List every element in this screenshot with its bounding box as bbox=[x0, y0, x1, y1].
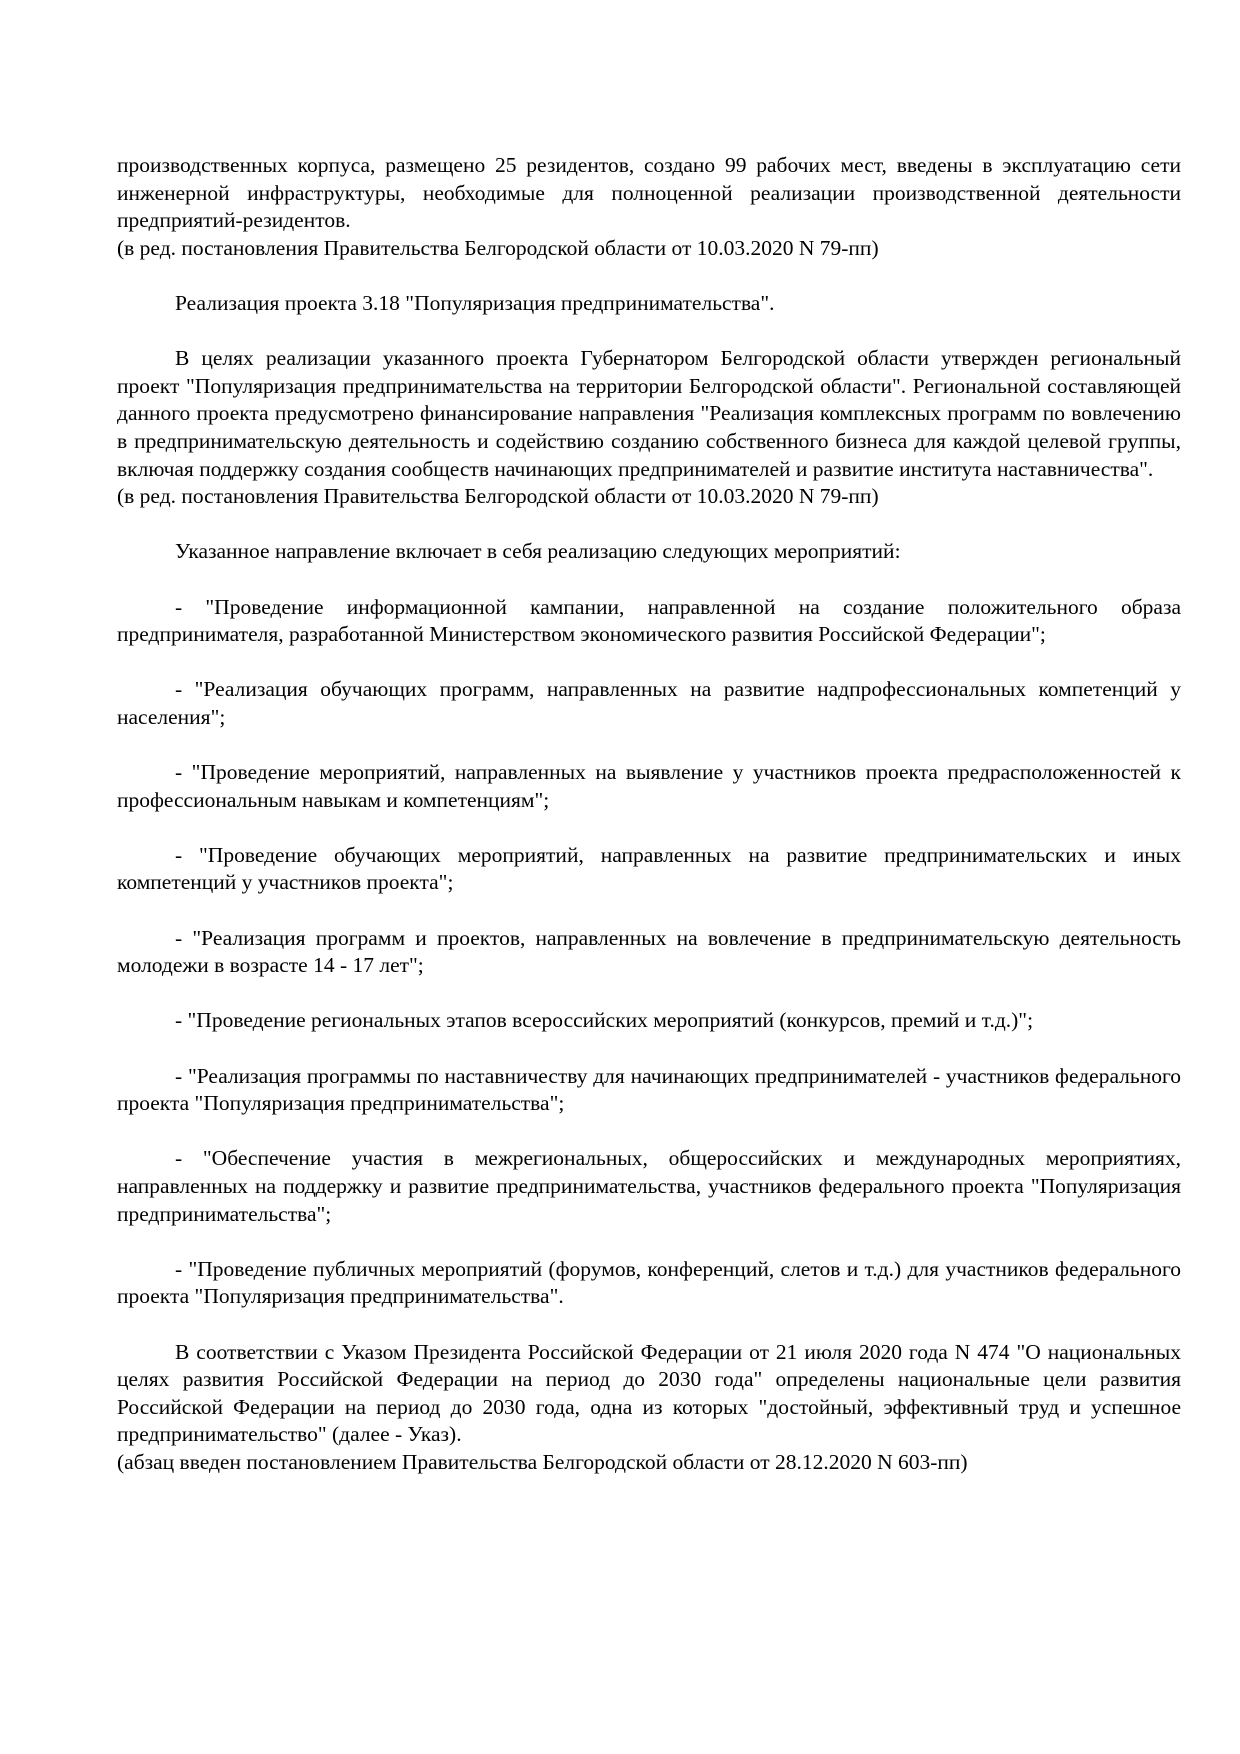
document-page bbox=[117, 152, 1181, 1477]
list-item: - "Проведение публичных мероприятий (форумов, конференций, слетов и т.д.) для участников федерального проекта "Популяризация предпринимательства". bbox=[117, 1256, 1181, 1309]
list-item: - "Проведение информационной кампании, направленной на создание положительного образа предпринимателя, разработанной Министерством экономического развития Российской Федерации"; bbox=[117, 594, 1181, 647]
list-item: - "Реализация обучающих программ, направленных на развитие надпрофессиональных компетенций у населения"; bbox=[117, 677, 1181, 729]
list-item: - "Реализация программы по наставничеству для начинающих предпринимателей - участников федерального проекта "Популяризация предпринимательства"; bbox=[117, 1063, 1181, 1116]
paragraph: В соответствии с Указом Президента Российской Федерации от 21 июля 2020 года N 474 "О национальных целях развития Российской Федерации на период до 2030 года" определены национальные цели развития Российской Федерации на период до 2030 года, одна из которых "достойный, эффективный труд и успешное предпринимательство" (далее - Указ). bbox=[117, 1339, 1181, 1447]
project-heading: Реализация проекта 3.18 "Популяризация предпринимательства". bbox=[175, 290, 775, 315]
amendment-note: (абзац введен постановлением Правительства Белгородской области от 28.12.2020 N 603-пп) bbox=[117, 1449, 968, 1474]
amendment-note: (в ред. постановления Правительства Белгородской области от 10.03.2020 N 79-пп) bbox=[117, 235, 879, 260]
paragraph-continuation: производственных корпуса, размещено 25 резидентов, создано 99 рабочих мест, введены в эксплуатацию сети инженерной инфраструктуры, необходимые для полноценной реализации производственной деятельности предприятий-резидентов. bbox=[117, 153, 1181, 233]
list-item: - "Проведение обучающих мероприятий, направленных на развитие предпринимательских и иных компетенций у участников проекта"; bbox=[117, 842, 1181, 895]
list-item: - "Обеспечение участия в межрегиональных, общероссийских и международных мероприятиях, направленных на поддержку и развитие предпринимательства, участников федерального проекта "Популяризация предпринимательства"; bbox=[117, 1146, 1181, 1226]
paragraph: В целях реализации указанного проекта Губернатором Белгородской области утвержден региональный проект "Популяризация предпринимательства на территории Белгородской области". Региональной составляющей данного проекта предусмотрено финансирование направления "Реализация комплексных программ по вовлечению в предпринимательскую деятельность и содействию созданию собственного бизнеса для каждой целевой группы, включая поддержку создания сообществ начинающих предпринимателей и развитие института наставничества". bbox=[117, 346, 1181, 481]
list-item: - "Проведение региональных этапов всероссийских мероприятий (конкурсов, премий и т.д.)"; bbox=[175, 1008, 1034, 1033]
list-item: - "Реализация программ и проектов, направленных на вовлечение в предпринимательскую деятельность молодежи в возрасте 14 - 17 лет"; bbox=[117, 925, 1181, 978]
amendment-note: (в ред. постановления Правительства Белгородской области от 10.03.2020 N 79-пп) bbox=[117, 484, 879, 509]
paragraph: Указанное направление включает в себя реализацию следующих мероприятий: bbox=[175, 539, 901, 564]
list-item: - "Проведение мероприятий, направленных на выявление у участников проекта предрасположенностей к профессиональным навыкам и компетенциям"; bbox=[117, 760, 1181, 812]
